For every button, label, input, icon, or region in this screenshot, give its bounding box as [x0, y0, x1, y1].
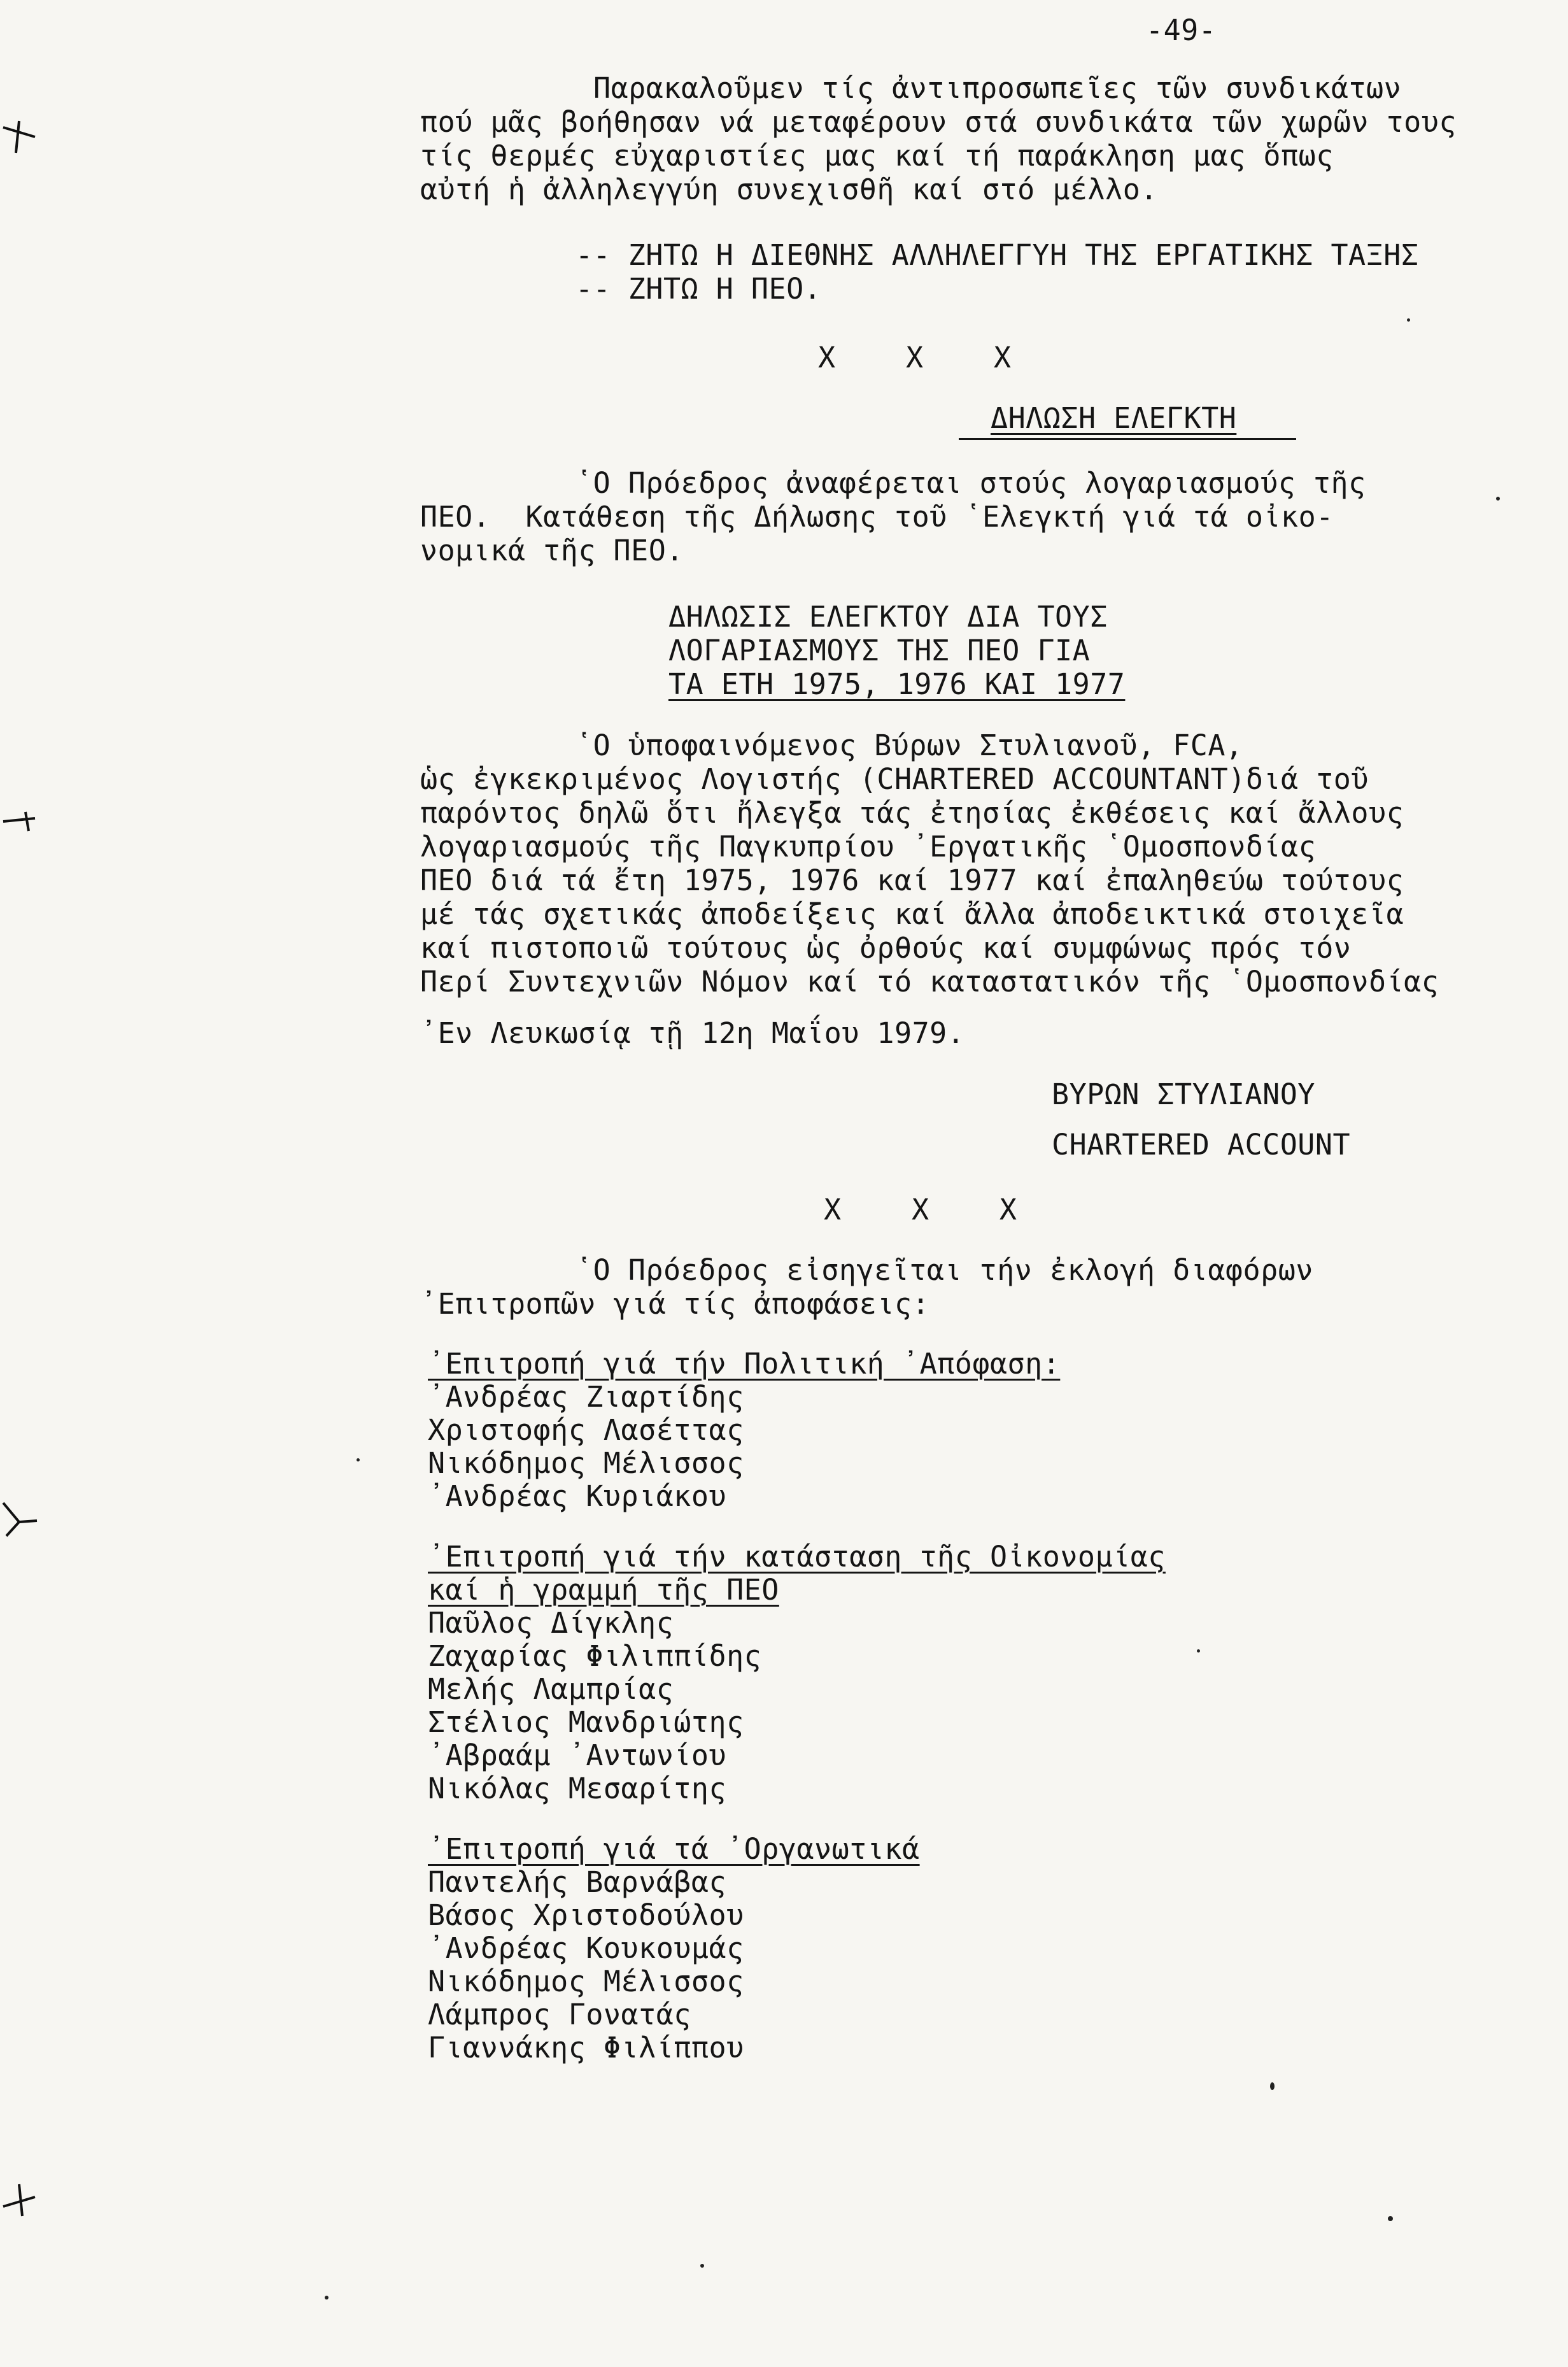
binding-mark-icon: [0, 115, 38, 159]
committee-1-member: ᾽Ανδρέας Ζιαρτίδης: [428, 1380, 744, 1414]
scan-speck: [700, 2264, 704, 2268]
committee-1-member: Νικόδημος Μέλισσος: [428, 1446, 744, 1480]
scan-speck: [1407, 318, 1410, 322]
signature-name: ΒΥΡΩΝ ΣΤΥΛΙΑΝΟΥ: [1052, 1077, 1315, 1111]
declaration-body-line-8: Περί Συντεχνιῶν Νόμον καί τό καταστατικόν τῆς ῾Ομοσπονδίας: [420, 965, 1439, 999]
committee-2-member: Παῦλος Δίγκλης: [428, 1606, 674, 1640]
slogan-line-2: -- ΖΗΤΩ Η ΠΕΟ.: [576, 272, 822, 306]
declaration-body-line-7: καί πιστοποιῶ τούτους ὡς ὀρθούς καί συμφώνως πρός τόν: [420, 931, 1352, 965]
committee-2-member: Νικόλας Μεσαρίτης: [428, 1772, 727, 1805]
binding-mark-icon: [0, 1496, 38, 1541]
binding-mark-icon: [0, 806, 38, 837]
committee-2-member: ᾽Αβραάμ ᾽Αντωνίου: [428, 1738, 727, 1772]
para1-line-1: Παρακαλοῦμεν τίς ἀντιπροσωπεῖες τῶν συνδικάτων: [593, 71, 1402, 105]
committee-2-title-line-2: καί ἡ γραμμή τῆς ΠΕΟ: [428, 1573, 779, 1607]
para2-line-3: νομικά τῆς ΠΕΟ.: [420, 534, 684, 567]
declaration-title-line-1: ΔΗΛΩΣΙΣ ΕΛΕΓΚΤΟΥ ΔΙΑ ΤΟΥΣ: [668, 600, 1108, 634]
committee-1-member: ᾽Ανδρέας Κυριάκου: [428, 1479, 727, 1513]
scan-speck: [1388, 2216, 1393, 2221]
declaration-body-line-1: ῾Ο ὑποφαινόμενος Βύρων Στυλιανοῦ, FCA,: [576, 729, 1243, 762]
declaration-title-line-2: ΛΟΓΑΡΙΑΣΜΟΥΣ ΤΗΣ ΠΕΟ ΓΙΑ: [668, 634, 1091, 667]
page-number: -49-: [1146, 13, 1217, 47]
date-line: ᾽Εν Λευκωσίᾳ τῇ 12η Μαΐου 1979.: [420, 1016, 965, 1050]
declaration-body-line-3: παρόντος δηλῶ ὅτι ἤλεγξα τάς ἐτησίας ἐκθέσεις καί ἄλλους: [420, 796, 1404, 830]
committee-2-member: Μελής Λαμπρίας: [428, 1672, 674, 1706]
declaration-body-line-4: λογαριασμούς τῆς Παγκυπρίου ᾽Εργατικῆς ῾Ομοσπονδίας: [420, 830, 1317, 864]
committee-1-title: ᾽Επιτροπή γιά τήν Πολιτική ᾽Απόφαση:: [428, 1347, 1061, 1381]
para1-line-3: τίς θερμές εὐχαριστίες μας καί τή παράκληση μας ὅπως: [420, 139, 1334, 173]
para3-line-2: ᾽Επιτροπῶν γιά τίς ἀποφάσεις:: [420, 1287, 930, 1321]
committee-3-member: Παντελής Βαρνάβας: [428, 1865, 727, 1899]
signature-title: CHARTERED ACCOUNT: [1052, 1128, 1351, 1162]
auditor-heading: ΔΗΛΩΣΗ ΕΛΕΓΚΤΗ: [991, 401, 1237, 435]
declaration-body-line-2: ὡς ἐγκεκριμένος Λογιστής (CHARTERED ACCOUNTANT)διά τοῦ: [420, 762, 1369, 796]
para2-line-2: ΠΕΟ. Κατάθεση τῆς Δήλωσης τοῦ ῾Ελεγκτή γιά τά οἰκο-: [420, 500, 1334, 534]
scan-speck: [357, 1458, 360, 1461]
para1-line-2: πού μᾶς βοήθησαν νά μεταφέρουν στά συνδικάτα τῶν χωρῶν τους: [420, 105, 1457, 139]
heading-rule: [959, 438, 1296, 440]
committee-3-member: Βάσος Χριστοδούλου: [428, 1898, 744, 1932]
scan-speck: [1496, 497, 1500, 501]
separator-1: X X X: [818, 341, 1012, 374]
slogan-line-1: -- ΖΗΤΩ Η ΔΙΕΘΝΗΣ ΑΛΛΗΛΕΓΓΥΗ ΤΗΣ ΕΡΓΑΤΙΚΗΣ ΤΑΞΗΣ: [576, 238, 1419, 272]
committee-3-member: Νικόδημος Μέλισσος: [428, 1965, 744, 1998]
para1-line-4: αὐτή ἡ ἀλληλεγγύη συνεχισθῆ καί στό μέλλο.: [420, 173, 1158, 206]
declaration-body-line-6: μέ τάς σχετικάς ἀποδείξεις καί ἄλλα ἀποδεικτικά στοιχεῖα: [420, 897, 1404, 931]
binding-mark-icon: [0, 2178, 38, 2222]
committee-3-member: Γιαννάκης Φιλίππου: [428, 2031, 744, 2065]
committee-1-member: Χριστοφής Λασέττας: [428, 1413, 744, 1447]
separator-2: X X X: [824, 1193, 1017, 1226]
scan-speck: [1270, 2082, 1275, 2090]
committee-2-title-line-1: ᾽Επιτροπή γιά τήν κατάσταση τῆς Οἰκονομίας: [428, 1540, 1166, 1574]
committee-2-member: Στέλιος Μανδριώτης: [428, 1705, 744, 1739]
declaration-title-line-3: ΤΑ ΕΤΗ 1975, 1976 ΚΑΙ 1977: [668, 667, 1126, 701]
committee-3-member: ᾽Ανδρέας Κουκουμάς: [428, 1931, 744, 1965]
scan-speck: [1197, 1649, 1200, 1653]
scan-speck: [325, 2296, 328, 2299]
declaration-body-line-5: ΠΕΟ διά τά ἔτη 1975, 1976 καί 1977 καί ἐπαληθεύω τούτους: [420, 864, 1404, 897]
para2-line-1: ῾Ο Πρόεδρος ἀναφέρεται στούς λογαριασμούς τῆς: [576, 466, 1366, 500]
committee-2-member: Ζαχαρίας Φιλιππίδης: [428, 1639, 762, 1673]
para3-line-1: ῾Ο Πρόεδρος εἰσηγεῖται τήν ἐκλογή διαφόρων: [576, 1253, 1313, 1287]
committee-3-title: ᾽Επιτροπή γιά τά ᾽Οργανωτικά: [428, 1832, 920, 1866]
committee-3-member: Λάμπρος Γονατάς: [428, 1998, 691, 2031]
